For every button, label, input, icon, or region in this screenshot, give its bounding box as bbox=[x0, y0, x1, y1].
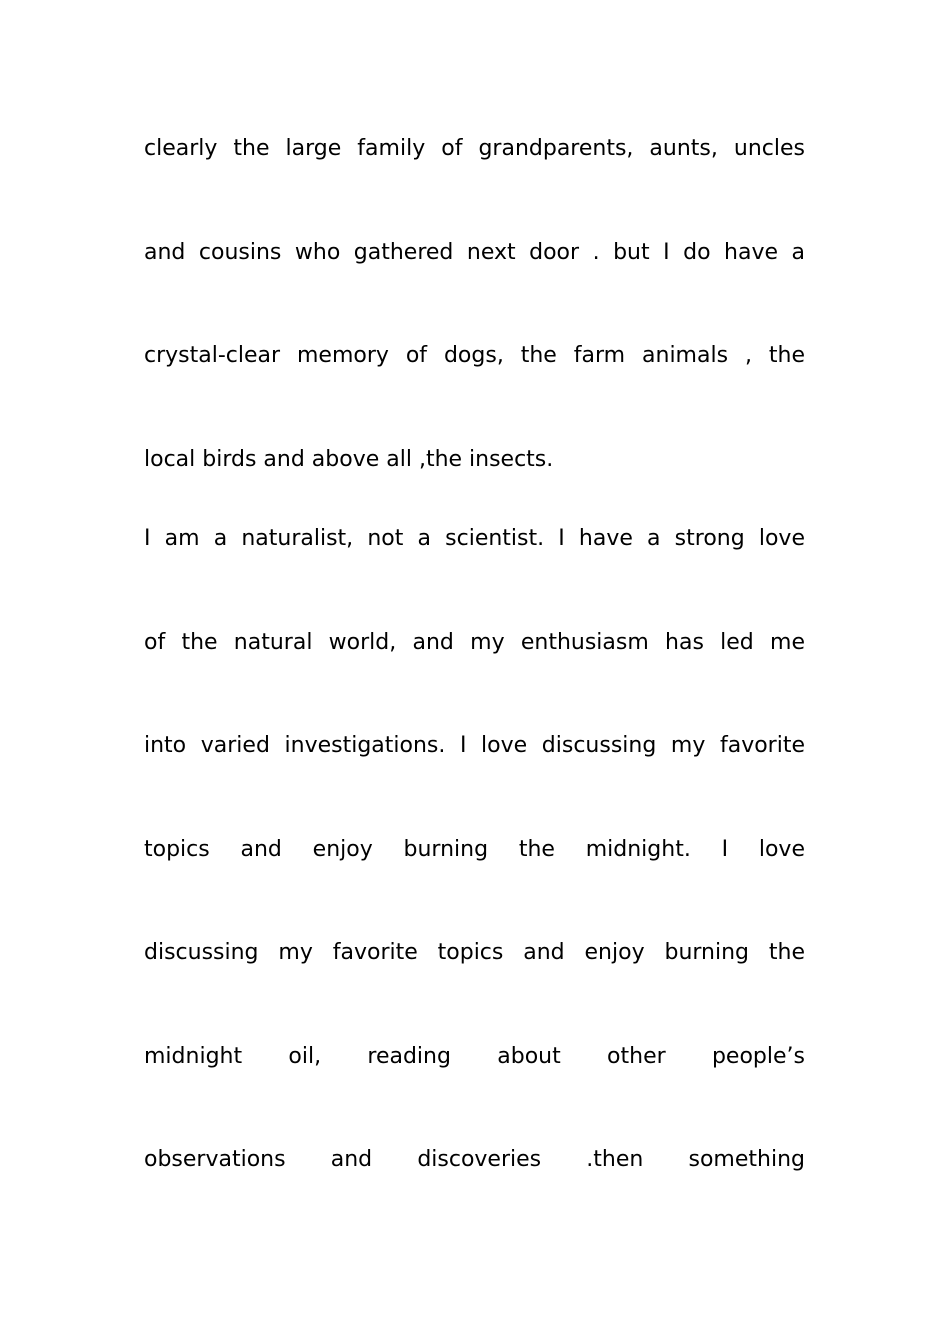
paragraph-line: of the natural world, and my enthusiasm has led me bbox=[144, 630, 805, 655]
paragraph-line: midnight oil, reading about other people’s bbox=[144, 1044, 805, 1069]
paragraph-line: local birds and above all ,the insects. bbox=[144, 447, 554, 472]
paragraph-line: discussing my favorite topics and enjoy burning the bbox=[144, 940, 805, 965]
paragraph-line: and cousins who gathered next door . but I do have a bbox=[144, 240, 805, 265]
paragraph-line: crystal-clear memory of dogs, the farm animals , the bbox=[144, 343, 805, 368]
paragraph-line: topics and enjoy burning the midnight. I love bbox=[144, 837, 805, 862]
paragraph-line: clearly the large family of grandparents, aunts, uncles bbox=[144, 136, 805, 161]
paragraph-line: into varied investigations. I love discussing my favorite bbox=[144, 733, 805, 758]
paragraph-line: I am a naturalist, not a scientist. I have a strong love bbox=[144, 526, 805, 551]
paragraph-line: observations and discoveries .then something bbox=[144, 1147, 805, 1172]
